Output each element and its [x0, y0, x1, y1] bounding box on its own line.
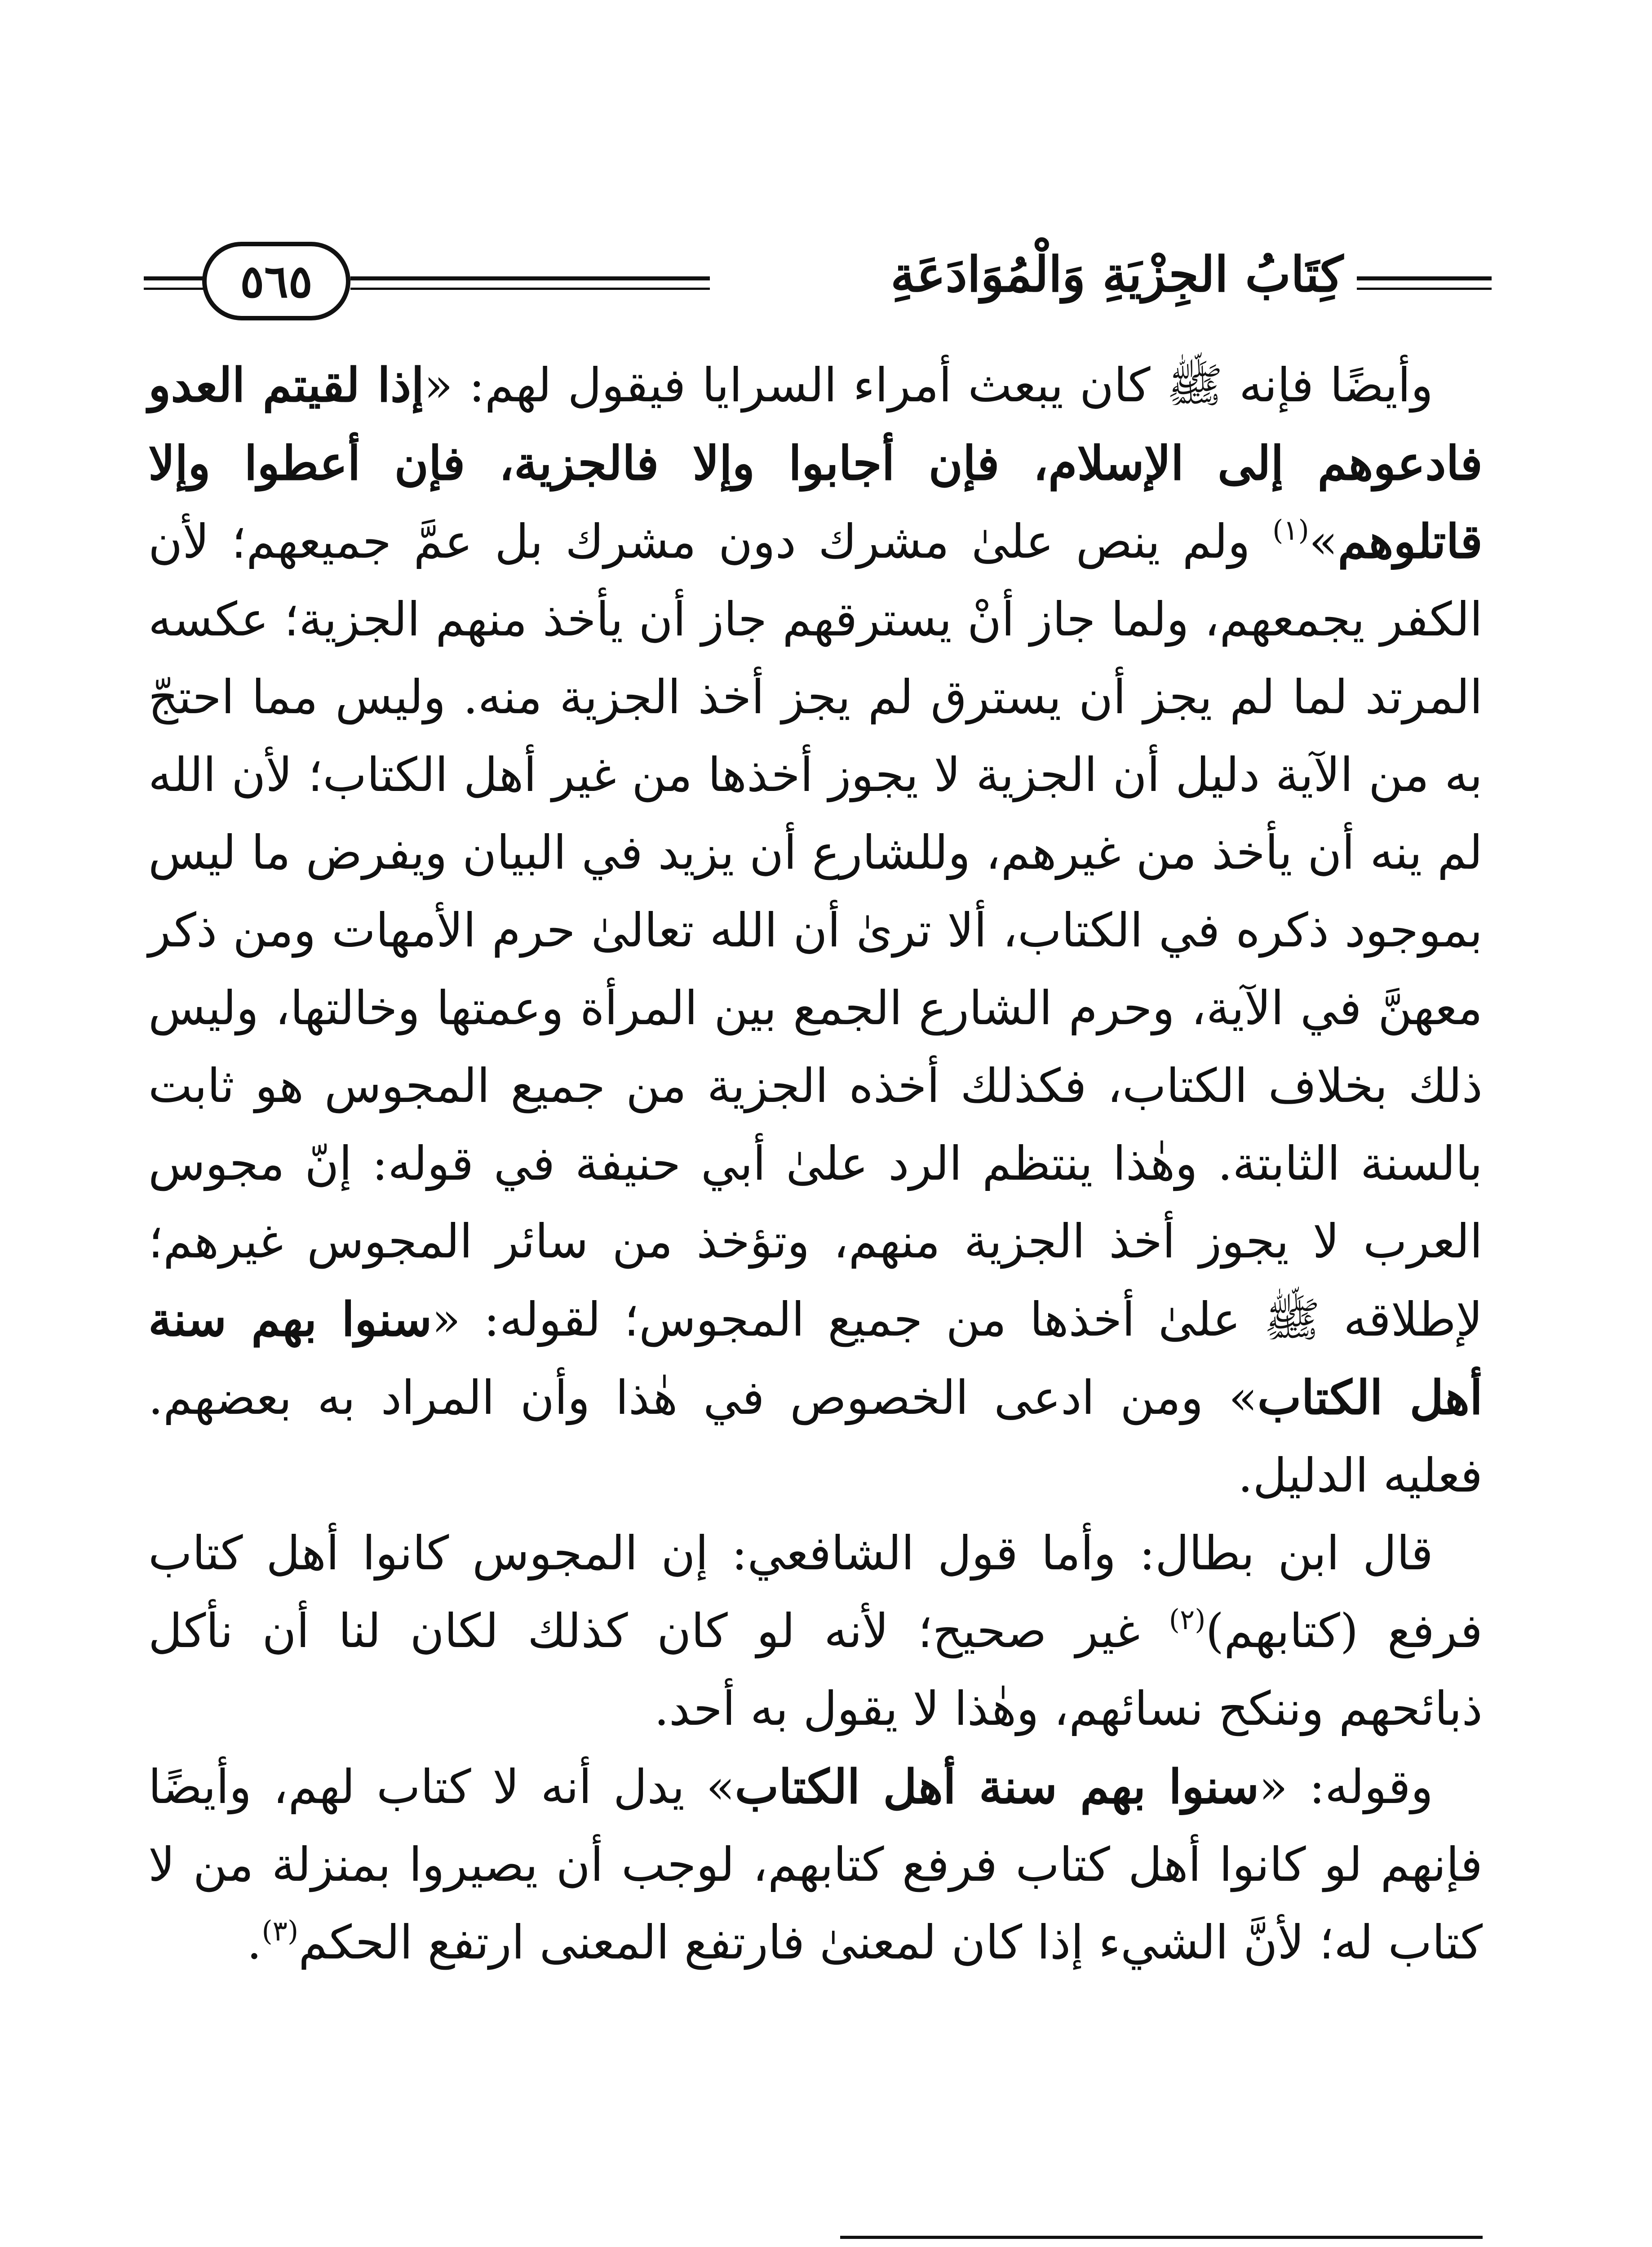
hadith-quote: سنوا بهم سنة أهل الكتاب [148, 1292, 1483, 1425]
text-run: غير صحيح؛ لأنه لو كان كذلك لكان لنا أن نأكل ذبائحهم وننكح نسائهم، وهٰذا لا يقول به أحد. [148, 1603, 1483, 1736]
paragraph-3 [148, 1748, 1483, 1981]
page-number: ٥٦٥ [202, 242, 350, 320]
paragraph-2 [148, 1514, 1483, 1748]
hadith-quote: إذا لقيتم العدو فادعوهم إلى الإسلام، فإن أجابوا وإلا فالجزية، فإن أعطوا وإلا قاتلوهم [148, 357, 1483, 569]
header-rule-middle [350, 276, 710, 280]
text-run: » يدل أنه لا كتاب لهم، وأيضًا فإنهم لو كانوا أهل كتاب فرفع كتابهم، لوجب أن يصيروا بمنزلة من لا كتاب له؛ لأنَّ الشيء إذا كان لمعنىٰ فارتفع المعنى ارتفع الحكم [148, 1759, 1483, 1970]
main-text [148, 346, 1483, 1981]
text-run: . [247, 1915, 262, 1970]
header-rule-left-thin [144, 288, 207, 290]
text-run: » [1309, 514, 1338, 569]
header-rule-left [144, 276, 207, 280]
header-rule-right [1357, 276, 1492, 280]
header-rule-right-thin [1357, 288, 1492, 290]
footnote-ref: (٢) [1169, 1603, 1206, 1636]
text-run: وقوله: « [1259, 1759, 1433, 1814]
footnote-separator [840, 2236, 1483, 2239]
text-run: » ومن ادعى الخصوص في هٰذا وأن المراد به بعضهم. فعليه الدليل. [148, 1370, 1483, 1503]
page-header [144, 234, 1492, 324]
footnote-ref: (١) [1272, 514, 1309, 546]
hadith-quote: سنوا بهم سنة أهل الكتاب [735, 1759, 1259, 1814]
header-rule-middle-thin [350, 288, 710, 290]
text-run: ولم ينص علىٰ مشرك دون مشرك بل عمَّ جميعهم؛ لأن الكفر يجمعهم، ولما جاز أنْ يسترقهم جاز أن يأخذ منهم الجزية؛ عكسه المرتد لما لم يجز أن يسترق لم يجز أخذ الجزية منه. وليس مما احتجّ به من الآية دليل أن الجزية لا يجوز أخذها من غير أهل الكتاب؛ لأن الله لم ينه أن يأخذ من غيرهم، وللشارع أن يزيد في البيان ويفرض ما ليس بموجود ذكره في الكتاب، ألا ترىٰ أن الله تعالىٰ حرم الأمهات ومن ذكر معهنَّ في الآية، وحرم الشارع الجمع بين المرأة وعمتها وخالتها، وليس ذلك بخلاف الكتاب، فكذلك أخذه الجزية من جميع المجوس هو ثابت بالسنة الثابتة. وهٰذا ينتظم الرد علىٰ أبي حنيفة في قوله: إنّ مجوس العرب لا يجوز أخذ الجزية منهم، وتؤخذ من سائر المجوس غيرهم؛ لإطلاقه ﷺ علىٰ أخذها من جميع المجوس؛ لقوله: « [148, 514, 1483, 1347]
text-run: قال ابن بطال: وأما قول الشافعي: إن المجوس كانوا أهل كتاب فرفع (كتابهم) [148, 1526, 1483, 1658]
text-run: وأيضًا فإنه ﷺ كان يبعث أمراء السرايا فيقول لهم: « [424, 358, 1434, 413]
paragraph-1 [148, 346, 1483, 1514]
book-title: كِتَابُ الجِزْيَةِ وَالْمُوَادَعَةِ [890, 246, 1343, 303]
footnote-ref: (٣) [261, 1914, 299, 1947]
